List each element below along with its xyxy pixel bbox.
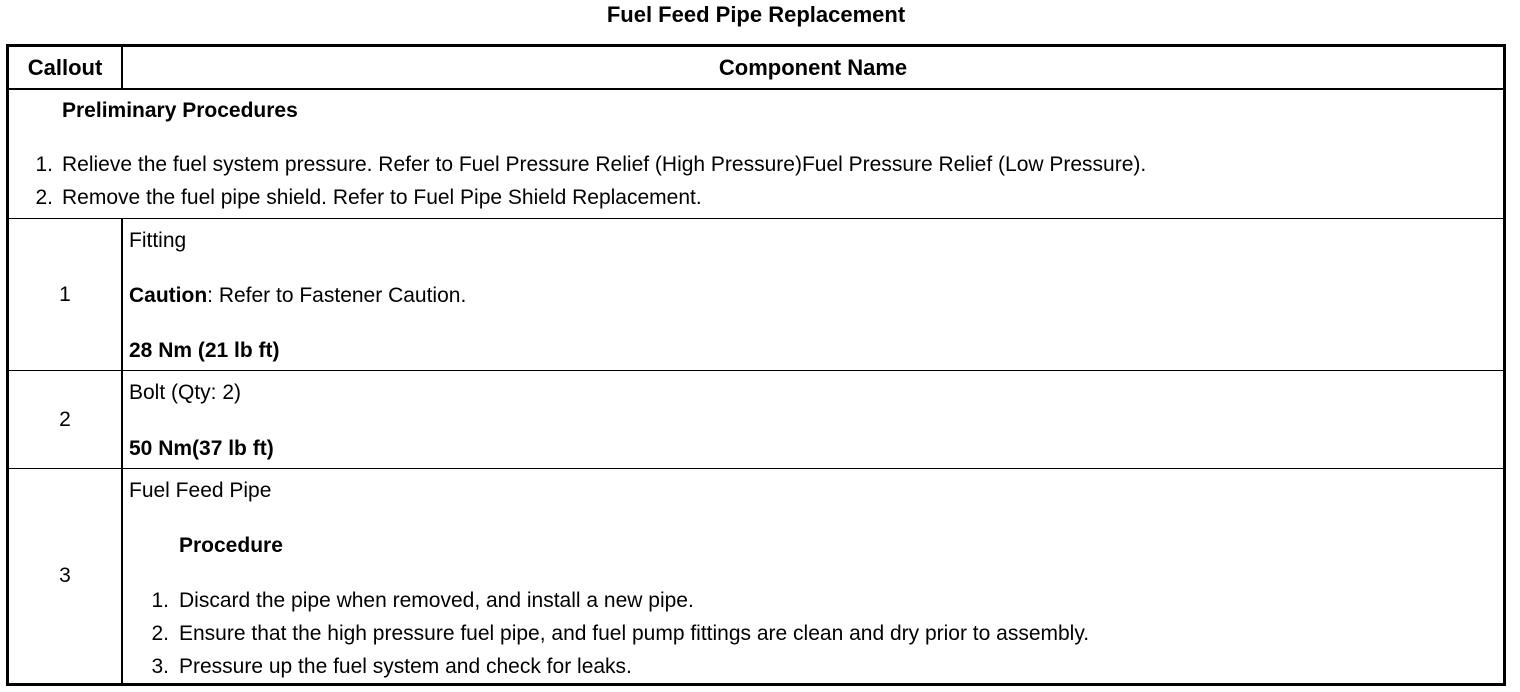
torque-spec: 28 Nm (21 lb ft) — [129, 339, 280, 362]
step-number: 1. — [151, 589, 169, 612]
table-row — [9, 371, 1503, 469]
component-cell — [123, 371, 1503, 468]
callout-header: Callout — [9, 47, 123, 88]
step-text: Discard the pipe when removed, and install a new pipe. — [179, 589, 694, 612]
component-name: Fuel Feed Pipe — [129, 479, 272, 502]
table-row — [9, 219, 1503, 371]
caution-label: Caution — [129, 284, 208, 307]
caution-note — [129, 284, 466, 308]
torque-spec: 50 Nm(37 lb ft) — [129, 437, 274, 460]
procedure-step — [123, 655, 632, 679]
component-name: Bolt (Qty: 2) — [129, 381, 242, 404]
callout-cell: 3 — [9, 469, 123, 683]
procedure-step — [123, 589, 694, 613]
table-row — [9, 469, 1503, 683]
preliminary-step — [9, 186, 702, 210]
preliminary-step — [9, 153, 1146, 177]
step-number: 2. — [35, 186, 53, 209]
step-number: 1. — [35, 153, 53, 176]
procedure-step — [123, 622, 1089, 646]
step-text: Ensure that the high pressure fuel pipe, and fuel pump fittings are clean and dry prior to assembly. — [179, 622, 1090, 645]
component-name: Fitting — [129, 229, 187, 252]
preliminary-procedures-row — [9, 90, 1503, 219]
procedure-heading: Procedure — [179, 534, 283, 557]
step-number: 3. — [151, 655, 169, 678]
page-title: Fuel Feed Pipe Replacement — [606, 2, 906, 27]
component-name-header: Component Name — [718, 54, 908, 80]
table-header-row — [9, 47, 1503, 90]
preliminary-heading: Preliminary Procedures — [62, 99, 298, 122]
step-text: Relieve the fuel system pressure. Refer to Fuel Pressure Relief (High Pressure)Fuel Pressure Relief (Low Pressure). — [62, 153, 1147, 176]
component-cell — [123, 469, 1503, 683]
component-cell — [123, 219, 1503, 370]
caution-text: : Refer to Fastener Caution. — [207, 284, 467, 307]
callout-cell: 2 — [9, 371, 123, 468]
callout-cell: 1 — [9, 219, 123, 370]
step-number: 2. — [151, 622, 169, 645]
components-table — [6, 44, 1506, 686]
step-text: Remove the fuel pipe shield. Refer to Fuel Pipe Shield Replacement. — [62, 186, 702, 209]
step-text: Pressure up the fuel system and check for leaks. — [179, 655, 632, 678]
